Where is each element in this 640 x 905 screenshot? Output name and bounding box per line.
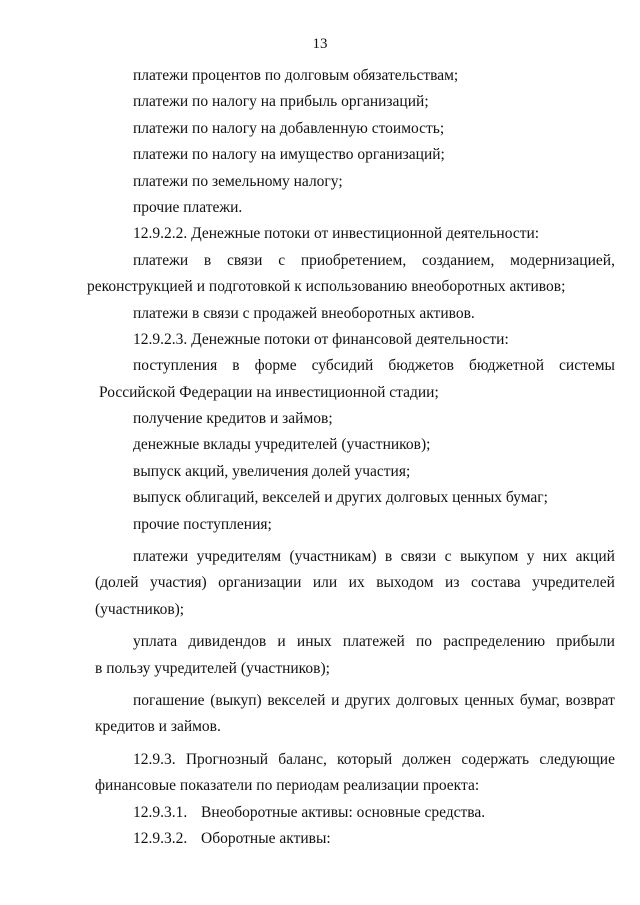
justified-line [133, 544, 615, 570]
document-body [87, 63, 615, 852]
word: с [278, 251, 286, 269]
word: (выкуп) [210, 691, 262, 709]
paragraph [95, 353, 615, 379]
word: у [526, 548, 535, 566]
word: платежи [133, 251, 189, 269]
word: их [348, 574, 365, 592]
word: должен [402, 750, 452, 768]
section-heading: 12.9.2.2. Денежные потоки от инвестиционной деятельности: [133, 225, 540, 243]
word: дивидендов [188, 633, 267, 651]
word: векселей [267, 691, 326, 709]
word: организации [218, 574, 302, 592]
word: баланс, [278, 750, 327, 768]
list-item: получение кредитов и займов; [133, 410, 333, 428]
paragraph-continuation: в пользу учредителей (участников); [95, 659, 330, 677]
paragraph [95, 248, 615, 274]
page-number: 13 [312, 36, 328, 52]
word: форме [254, 357, 297, 375]
section-heading [95, 747, 615, 773]
word: связи [400, 548, 437, 566]
justified-line [133, 248, 615, 274]
word: и [277, 633, 286, 651]
word: ценных [464, 691, 515, 709]
paragraph [95, 629, 615, 655]
section-heading: 12.9.2.3. Денежные потоки от финансовой деятельности: [133, 330, 509, 348]
section-heading [95, 826, 615, 852]
word: субсидий [311, 357, 374, 375]
word: из [445, 574, 460, 592]
word: связи [226, 251, 263, 269]
section-title: Оборотные активы: [201, 829, 331, 847]
word: в [232, 357, 240, 375]
list-item: платежи по земельному налогу; [133, 172, 343, 190]
word: созданием, [421, 251, 495, 269]
word: выходом [376, 574, 434, 592]
paragraph [95, 688, 615, 714]
word: который [337, 750, 393, 768]
word: уплата [133, 633, 178, 651]
word: поступления [133, 357, 218, 375]
paragraph-continuation: кредитов и займов. [95, 718, 221, 736]
word: учредителей [532, 574, 615, 592]
paragraph [95, 544, 615, 570]
word: долговых [396, 691, 459, 709]
word: погашение [133, 691, 205, 709]
word: приобретением, [300, 251, 407, 269]
justified-line [133, 688, 615, 714]
paragraph-continuation: реконструкцией и подготовкой к использованию внеоборотных активов; [87, 278, 566, 296]
word: платежи [133, 548, 189, 566]
word: по [416, 633, 433, 651]
word: учредителям [196, 548, 282, 566]
section-number: 12.9.3.1. [133, 803, 188, 821]
paragraph-continuation: финансовые показатели по периодам реализации проекта: [95, 777, 480, 795]
list-item: платежи в связи с продажей внеоборотных активов. [133, 304, 475, 322]
word: и [331, 691, 340, 709]
word: возврат [565, 691, 615, 709]
list-item: прочие поступления; [133, 515, 272, 533]
list-item: выпуск акций, увеличения долей участия; [133, 462, 411, 480]
word: прибыли [556, 633, 615, 651]
list-item: прочие платежи. [133, 198, 243, 216]
word: (участникам) [289, 548, 377, 566]
word: системы [559, 357, 615, 375]
section-heading [95, 800, 615, 826]
word: бюджетной [468, 357, 545, 375]
justified-line [133, 353, 615, 379]
word: содержать [461, 750, 530, 768]
section-number: 12.9.3.2. [133, 829, 188, 847]
list-item: платежи по налогу на прибыль организаций; [133, 93, 429, 111]
word: иных [296, 633, 332, 651]
list-item: платежи процентов по долговым обязательствам; [133, 67, 459, 84]
word: платежей [342, 633, 405, 651]
justified-line [133, 747, 615, 773]
list-item: выпуск облигаций, векселей и других долговых ценных бумаг; [133, 489, 548, 507]
justified-line [133, 629, 615, 655]
paragraph-continuation: (участников); [95, 600, 185, 618]
word: участия) [150, 574, 207, 592]
word: или [312, 574, 338, 592]
justified-line [95, 570, 615, 596]
word: в [203, 251, 212, 269]
section-number: 12.9.3. [133, 750, 176, 768]
word: акций [575, 548, 615, 566]
word: распределению [443, 633, 546, 651]
section-title: Внеоборотные активы: основные средства. [201, 803, 486, 821]
word: состава [470, 574, 521, 592]
word: них [542, 548, 568, 566]
word: (долей [95, 574, 139, 592]
list-item: платежи по налогу на добавленную стоимость; [133, 119, 445, 137]
list-item: денежные вклады учредителей (участников); [133, 436, 431, 454]
word: выкупом [459, 548, 519, 566]
word: следующие [539, 750, 615, 768]
word: модернизацией, [510, 251, 615, 269]
paragraph [95, 570, 615, 596]
paragraph-continuation: Российской Федерации на инвестиционной стадии; [99, 383, 439, 401]
word: бюджетов [388, 357, 454, 375]
word: бумаг, [519, 691, 560, 709]
word: в [384, 548, 393, 566]
word: с [444, 548, 452, 566]
list-item: платежи по налогу на имущество организаций; [133, 146, 445, 164]
word: других [345, 691, 391, 709]
word: Прогнозный [185, 750, 269, 768]
